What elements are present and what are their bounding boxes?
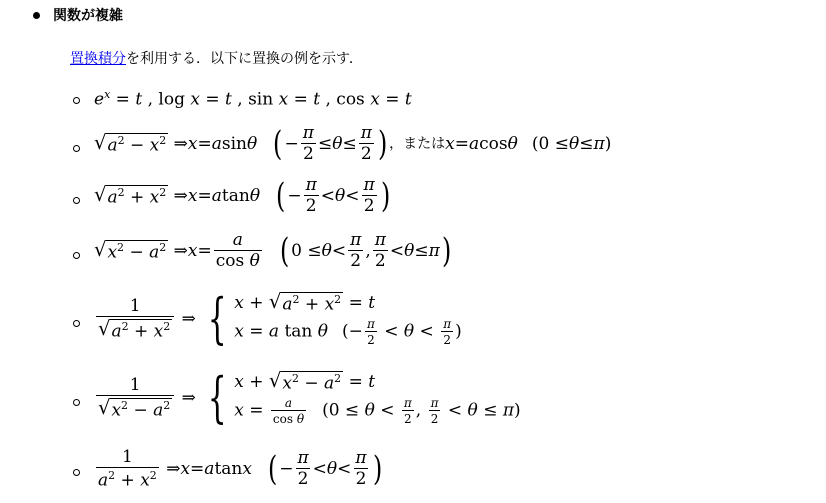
list-circle-icon	[73, 399, 80, 406]
formula-row-5: 1 √ $a^2 + x^2$ ⇒ { x + √ $a^2 + x^2$ = t x = a tan θ (− $\frac{\pi}{2}$ < θ < $\frac{\pi}{2}$ )	[98, 287, 462, 350]
list-circle-icon	[73, 320, 80, 327]
section-heading: 関数が複雑	[53, 8, 123, 24]
substitution-integral-link[interactable]: 置換積分	[70, 51, 126, 67]
intro-paragraph	[70, 48, 363, 68]
intro-text: を利用する．以下に置換の例を示す．	[126, 51, 363, 67]
formula-row-1	[94, 89, 412, 109]
formula-exp: $e^x = t$ , log x = t , sin x = t , cos x = t	[94, 88, 412, 110]
formula-row-6: 1 √ $x^2 - a^2$ ⇒ { x + √ $x^2 - a^2$ = t x = $\frac{a}{\text{cos θ}}$ (0 ≤ θ < $\frac{\pi}{2}$ , $\frac{\pi}{2}$ < θ ≤ π)	[98, 366, 521, 429]
list-circle-icon	[73, 252, 80, 259]
formula-row-4: √ $x^2 - a^2$ ⇒ x = $\frac{a}{\text{cos θ}}$ ( 0 ≤ θ < $\frac{\pi}{2}$ , $\frac{\pi}{2}$ < θ ≤ π )	[94, 230, 452, 271]
formula-row-7: $\frac{1}{a^2 + x^2}$ ⇒ x = a tan x ( − $\frac{\pi}{2}$ < θ < $\frac{\pi}{2}$ )	[98, 447, 382, 491]
list-circle-icon	[73, 97, 80, 104]
formula-row-3: √ $a^2 + x^2$ ⇒ x = a tan θ ( − $\frac{\pi}{2}$ < θ < $\frac{\pi}{2}$ )	[94, 175, 390, 216]
list-circle-icon	[73, 145, 80, 152]
list-circle-icon	[73, 197, 80, 204]
or-text: ，または	[389, 136, 446, 152]
bullet-icon	[33, 12, 40, 19]
list-circle-icon	[73, 469, 80, 476]
formula-row-2: √ $a^2 - x^2$ ⇒ x = a sin θ ( − $\frac{\pi}{2}$ ≤ θ ≤ $\frac{\pi}{2}$ ) ，または x = a cos θ (0 ≤ θ ≤ π )	[94, 123, 612, 164]
